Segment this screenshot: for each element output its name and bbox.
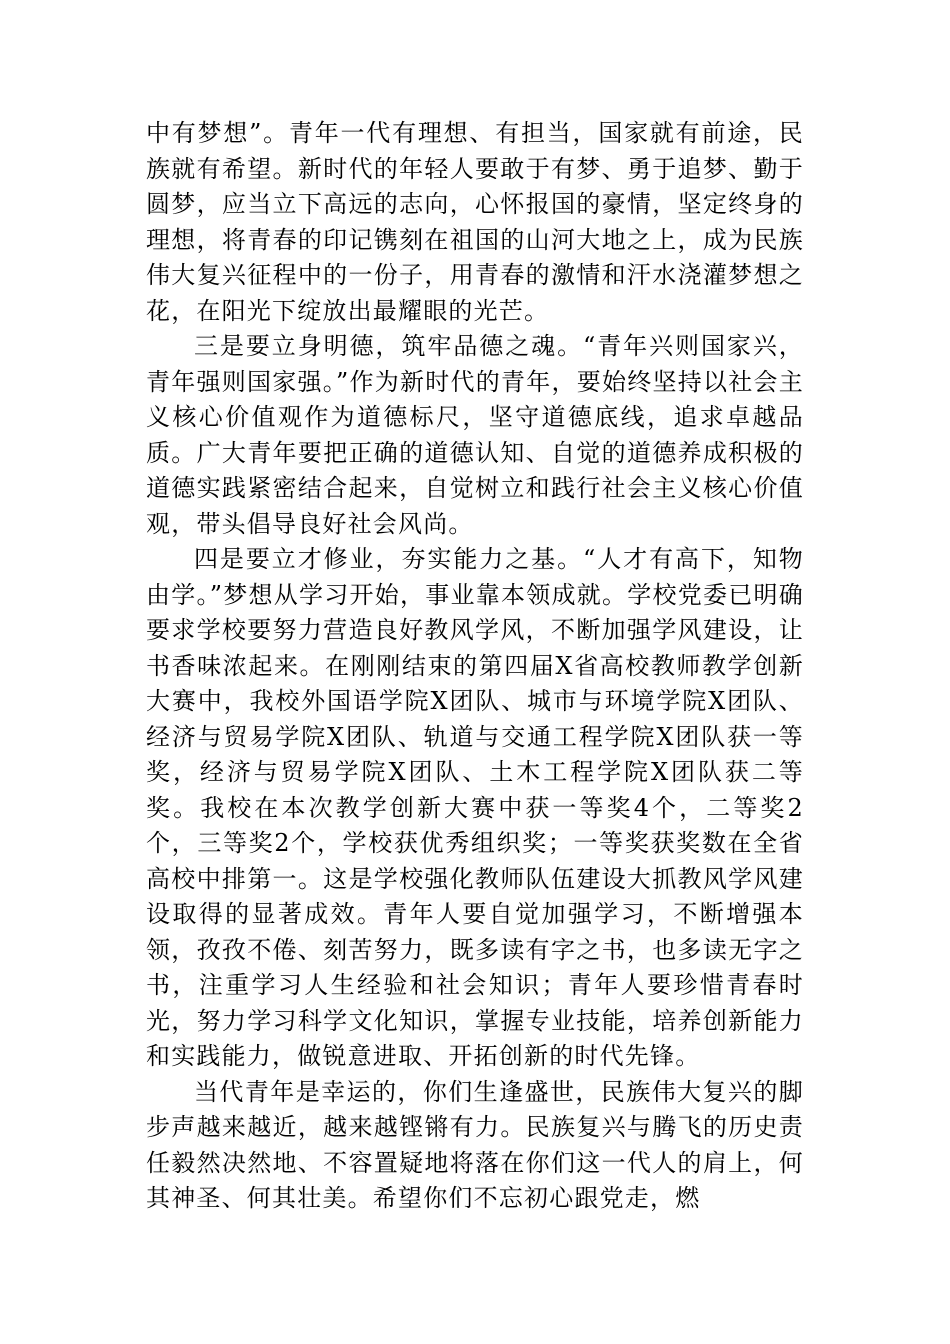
paragraph-2: 三是要立身明德，筑牢品德之魂。“青年兴则国家兴，青年强则国家强。”作为新时代的青年，要始终坚持以社会主义核心价值观作为道德标尺，坚守道德底线，追求卓越品质。广大青年要把正确的道德认知、自觉的道德养成积极的道德实践紧密结合起来，自觉树立和践行社会主义核心价值观，带头倡导良好社会风尚。 — [146, 332, 804, 538]
paragraph-3: 四是要立才修业，夯实能力之基。“人才有高下，知物由学。”梦想从学习开始，事业靠本领成就。学校党委已明确要求学校要努力营造良好教风学风，不断加强学风建设，让书香味浓起来。在刚刚结束的第四届X省高校教师教学创新大赛中，我校外国语学院X团队、城市与环境学院X团队、经济与贸易学院X团队、轨道与交通工程学院X团队获一等奖，经济与贸易学院X团队、土木工程学院X团队获二等奖。我校在本次教学创新大赛中获一等奖4个，二等奖2个，三等奖2个，学校获优秀组织奖；一等奖获奖数在全省高校中排第一。这是学校强化教师队伍建设大抓教风学风建设取得的显著成效。青年人要自觉加强学习，不断增强本领，孜孜不倦、刻苦努力，既多读有字之书，也多读无字之书，注重学习人生经验和社会知识；青年人要珍惜青春时光，努力学习科学文化知识，掌握专业技能，培养创新能力和实践能力，做锐意进取、开拓创新的时代先锋。 — [146, 545, 804, 1070]
document-body — [146, 116, 804, 1217]
paragraph-1: 中有梦想”。青年一代有理想、有担当，国家就有前途，民族就有希望。新时代的年轻人要敢于有梦、勇于追梦、勤于圆梦，应当立下高远的志向，心怀报国的豪情，坚定终身的理想，将青春的印记镌刻在祖国的山河大地之上，成为民族伟大复兴征程中的一份子，用青春的激情和汗水浇灌梦想之花，在阳光下绽放出最耀眼的光芒。 — [146, 119, 804, 325]
paragraph-4: 当代青年是幸运的，你们生逢盛世，民族伟大复兴的脚步声越来越近，越来越铿锵有力。民族复兴与腾飞的历史责任毅然决然地、不容置疑地将落在你们这一代人的肩上，何其神圣、何其壮美。希望你们不忘初心跟党走，燃 — [146, 1077, 804, 1212]
